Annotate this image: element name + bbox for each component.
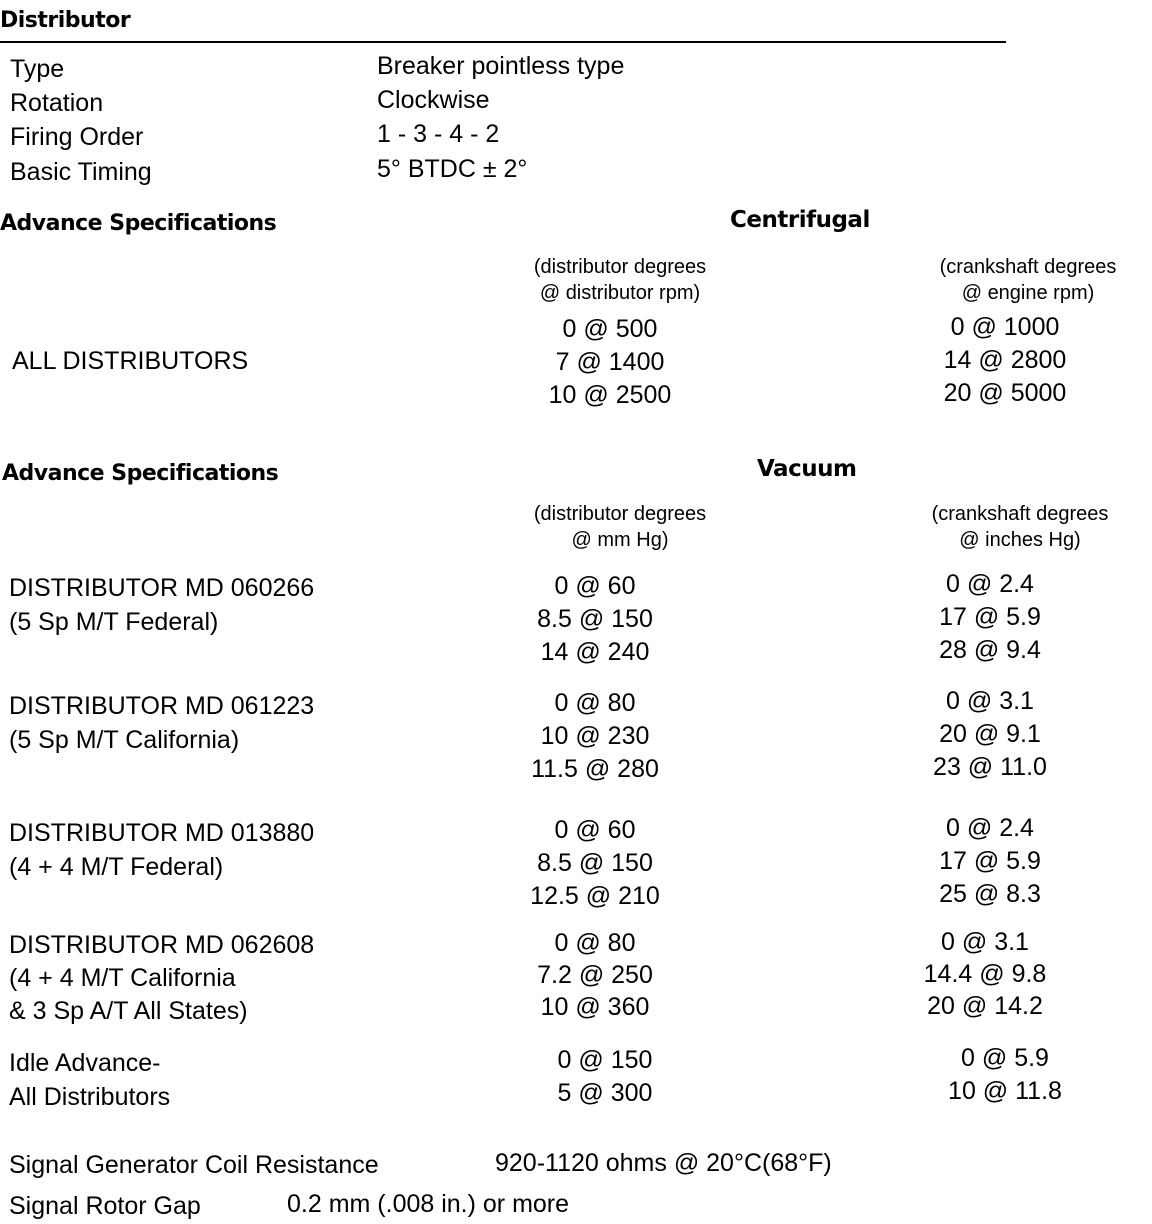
group-label-line: Idle Advance- xyxy=(9,1049,161,1077)
vacuum-group-col2 xyxy=(890,568,1090,667)
spec-label-firing-order: Firing Order xyxy=(10,123,144,151)
value-cell: 0 @ 60 xyxy=(554,572,636,600)
spec-value-firing-order: 1 - 3 - 4 - 2 xyxy=(377,120,500,148)
centrifugal-col1-head xyxy=(470,254,770,306)
vacuum-col2-head xyxy=(870,501,1152,553)
value-cell: 14 @ 2800 xyxy=(943,346,1067,374)
rotor-gap-label: Signal Rotor Gap xyxy=(9,1192,201,1220)
value-cell: 10 @ 360 xyxy=(540,993,650,1021)
value-cell: 0 @ 2.4 xyxy=(946,570,1034,598)
vacuum-section-title: Advance Specifications xyxy=(2,461,279,486)
col-head-line: (distributor degrees xyxy=(533,503,707,525)
vacuum-group-label xyxy=(9,816,314,884)
value-cell: 7.2 @ 250 xyxy=(537,961,653,989)
group-label-line: DISTRIBUTOR MD 060266 xyxy=(9,574,315,602)
value-cell: 10 @ 11.8 xyxy=(948,1077,1062,1105)
coil-resistance-value: 920-1120 ohms @ 20°C(68°F) xyxy=(495,1149,832,1177)
value-cell: 0 @ 80 xyxy=(554,689,636,717)
rotor-gap-value: 0.2 mm (.008 in.) or more xyxy=(287,1190,570,1218)
value-cell: 14.4 @ 9.8 xyxy=(923,960,1047,988)
value-cell: 0 @ 2.4 xyxy=(946,814,1034,842)
value-cell: 8.5 @ 150 xyxy=(537,605,653,633)
col-head-line: (distributor degrees xyxy=(533,256,707,278)
value-cell: 0 @ 80 xyxy=(554,929,636,957)
spec-label-basic-timing: Basic Timing xyxy=(10,158,152,186)
centrifugal-row-label: ALL DISTRIBUTORS xyxy=(12,347,249,375)
value-cell: 0 @ 60 xyxy=(554,816,636,844)
vacuum-group-label xyxy=(9,929,314,1028)
value-cell: 20 @ 14.2 xyxy=(927,992,1043,1020)
vacuum-group-col1 xyxy=(495,687,695,786)
col-head-line: @ engine rpm) xyxy=(961,282,1095,304)
value-cell: 25 @ 8.3 xyxy=(939,880,1041,908)
vacuum-group-col1 xyxy=(495,927,695,1023)
distributor-title: Distributor xyxy=(0,8,131,33)
vacuum-group-col1 xyxy=(495,570,695,669)
title-rule xyxy=(0,41,1006,43)
value-cell: 17 @ 5.9 xyxy=(939,847,1041,875)
centrifugal-col1-values xyxy=(510,313,710,412)
value-cell: 12.5 @ 210 xyxy=(530,882,660,910)
coil-resistance-label: Signal Generator Coil Resistance xyxy=(9,1151,379,1179)
value-cell: 0 @ 150 xyxy=(557,1046,653,1074)
spec-value-basic-timing: 5° BTDC ± 2° xyxy=(377,155,528,183)
value-cell: 14 @ 240 xyxy=(540,638,650,666)
col-head-line: (crankshaft degrees xyxy=(939,256,1117,278)
value-cell: 5 @ 300 xyxy=(557,1079,653,1107)
vacuum-col1-head xyxy=(470,501,770,553)
group-label-line: & 3 Sp A/T All States) xyxy=(9,997,248,1025)
group-label-line: DISTRIBUTOR MD 013880 xyxy=(9,819,315,847)
value-cell: 0 @ 3.1 xyxy=(941,928,1029,956)
vacuum-group-label xyxy=(9,1046,170,1114)
value-cell: 28 @ 9.4 xyxy=(939,636,1041,664)
vacuum-group-col2 xyxy=(905,1042,1105,1108)
group-label-line: (4 + 4 M/T California xyxy=(9,964,236,992)
vacuum-group-col2 xyxy=(890,685,1090,784)
value-cell: 17 @ 5.9 xyxy=(939,603,1041,631)
group-label-line: DISTRIBUTOR MD 061223 xyxy=(9,692,315,720)
col-head-line: @ inches Hg) xyxy=(959,529,1081,551)
spec-value-rotation: Clockwise xyxy=(377,86,490,114)
value-cell: 8.5 @ 150 xyxy=(537,849,653,877)
vacuum-group-label xyxy=(9,689,314,757)
vacuum-heading: Vacuum xyxy=(757,456,857,482)
value-cell: 0 @ 3.1 xyxy=(946,687,1034,715)
value-cell: 0 @ 500 xyxy=(562,315,658,343)
value-cell: 7 @ 1400 xyxy=(555,348,665,376)
spec-label-type: Type xyxy=(10,55,65,83)
vacuum-group-label xyxy=(9,571,314,639)
centrifugal-col2-values xyxy=(905,311,1105,410)
value-cell: 10 @ 230 xyxy=(540,722,650,750)
value-cell: 10 @ 2500 xyxy=(548,381,672,409)
vacuum-group-col1 xyxy=(495,814,695,913)
value-cell: 11.5 @ 280 xyxy=(531,755,659,783)
centrifugal-col2-head xyxy=(878,254,1152,306)
value-cell: 0 @ 1000 xyxy=(950,313,1060,341)
col-head-line: @ mm Hg) xyxy=(571,529,669,551)
centrifugal-heading: Centrifugal xyxy=(730,207,870,233)
vacuum-group-col1 xyxy=(505,1044,705,1110)
group-label-line: (4 + 4 M/T Federal) xyxy=(9,853,224,881)
vacuum-group-col2 xyxy=(885,926,1085,1022)
col-head-line: @ distributor rpm) xyxy=(539,282,701,304)
group-label-line: (5 Sp M/T Federal) xyxy=(9,608,219,636)
group-label-line: All Distributors xyxy=(9,1083,171,1111)
value-cell: 20 @ 9.1 xyxy=(939,720,1041,748)
value-cell: 0 @ 5.9 xyxy=(961,1044,1049,1072)
col-head-line: (crankshaft degrees xyxy=(931,503,1109,525)
group-label-line: (5 Sp M/T California) xyxy=(9,726,240,754)
centrifugal-section-title: Advance Specifications xyxy=(0,211,277,236)
spec-value-type: Breaker pointless type xyxy=(377,52,625,80)
value-cell: 23 @ 11.0 xyxy=(933,753,1047,781)
group-label-line: DISTRIBUTOR MD 062608 xyxy=(9,931,315,959)
vacuum-group-col2 xyxy=(890,812,1090,911)
spec-label-rotation: Rotation xyxy=(10,89,104,117)
value-cell: 20 @ 5000 xyxy=(943,379,1067,407)
